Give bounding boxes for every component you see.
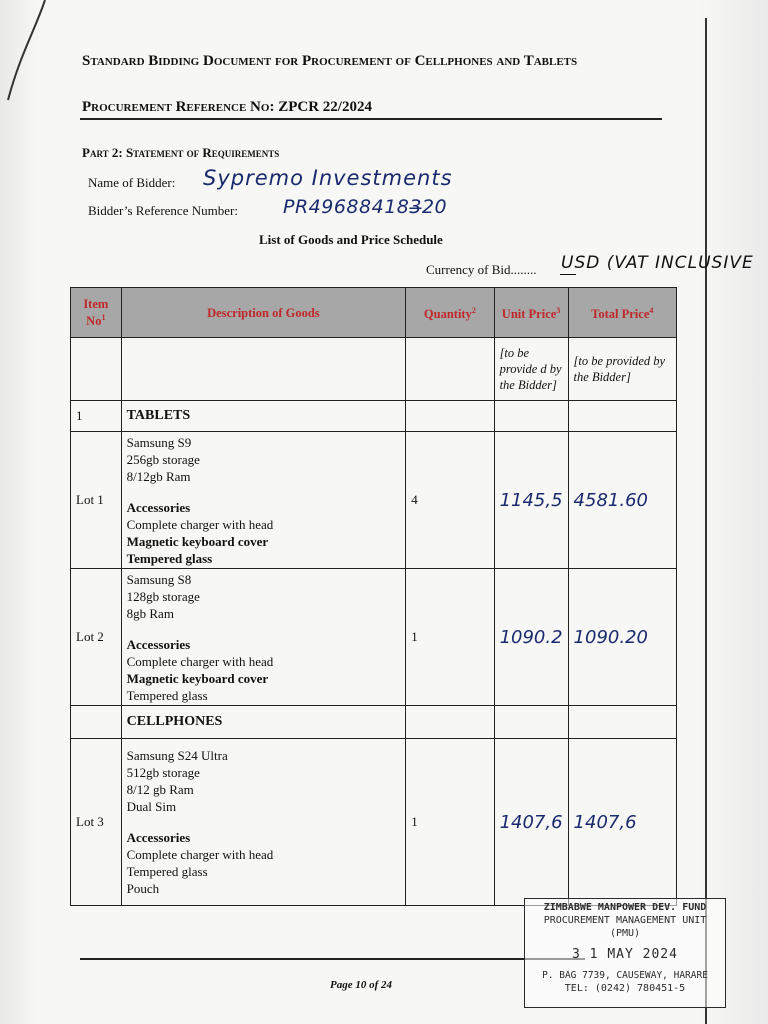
stamp-line: (PMU) bbox=[609, 928, 641, 939]
accessory-line: Pouch bbox=[126, 881, 160, 896]
lot-unit-price: 1090.2 bbox=[494, 569, 568, 706]
page-fold-mark bbox=[0, 0, 60, 110]
currency-value: USD (VAT INCLUSIVE bbox=[561, 253, 754, 273]
lot-total-price: 1407,6 bbox=[568, 739, 676, 906]
lot-quantity: 1 bbox=[406, 739, 494, 906]
lot-unit-price: 1407,6 bbox=[494, 739, 568, 906]
lot-total-price: 1090.20 bbox=[568, 569, 676, 706]
document-title: Standard Bidding Document for Procurement of Cellphones and Tablets bbox=[82, 53, 578, 69]
spacer bbox=[127, 815, 401, 829]
accessory-line: Magnetic keyboard cover bbox=[126, 670, 269, 686]
table-row bbox=[71, 401, 677, 432]
lot-quantity: 1 bbox=[406, 569, 494, 706]
table-cell bbox=[494, 401, 568, 432]
accessory-line: Magnetic keyboard cover bbox=[126, 533, 269, 549]
section-tablets: TABLETS bbox=[121, 401, 406, 432]
currency-dots: ........ bbox=[510, 262, 537, 277]
section-cellphones: CELLPHONES bbox=[121, 706, 406, 739]
currency-label bbox=[426, 262, 536, 278]
footer-rule bbox=[80, 958, 585, 960]
header-unit-price-text: Unit Price bbox=[501, 307, 557, 322]
accessory-line: Tempered glass bbox=[126, 864, 208, 879]
currency-underline bbox=[560, 274, 576, 275]
accessory-line: Complete charger with head bbox=[126, 653, 274, 669]
table-row bbox=[71, 739, 677, 906]
header-quantity-sup: 2 bbox=[471, 305, 476, 315]
table-cell bbox=[494, 706, 568, 739]
header-total-price-text: Total Price bbox=[591, 307, 650, 322]
table-row bbox=[71, 338, 677, 401]
accessories-label: Accessories bbox=[126, 499, 191, 515]
header-unit-price-sup: 3 bbox=[556, 305, 561, 315]
lot-unit-price: 1145,5 bbox=[494, 432, 568, 569]
stamp-line: PROCUREMENT MANAGEMENT UNIT bbox=[543, 915, 707, 926]
unit-price-hint: [to be provide d by the Bidder] bbox=[494, 338, 568, 401]
accessory-line: Complete charger with head bbox=[126, 847, 274, 862]
table-cell bbox=[568, 706, 676, 739]
table-row bbox=[71, 706, 677, 739]
header-item-sup: 1 bbox=[101, 312, 106, 322]
table-cell bbox=[406, 706, 494, 739]
binding-edge bbox=[705, 18, 707, 1024]
schedule-title: List of Goods and Price Schedule bbox=[259, 232, 443, 247]
official-stamp bbox=[524, 898, 726, 1008]
page-number: Page 10 of 24 bbox=[330, 979, 393, 991]
procurement-reference: Procurement Reference No: ZPCR 22/2024 bbox=[82, 99, 372, 115]
bidder-reference-label: Bidder’s Reference Number: bbox=[88, 203, 238, 218]
accessories-label: Accessories bbox=[126, 830, 191, 845]
spacer bbox=[127, 485, 401, 499]
accessory-line: Complete charger with head bbox=[126, 516, 274, 532]
header-quantity-text: Quantity bbox=[423, 307, 472, 322]
total-price-hint: [to be provided by the Bidder] bbox=[568, 338, 676, 401]
price-schedule-table bbox=[70, 287, 677, 906]
accessories-label: Accessories bbox=[126, 636, 191, 652]
bidder-reference-value: PR496884183̶20 bbox=[283, 196, 448, 218]
stamp-address: P. BAG 7739, CAUSEWAY, HARARE bbox=[542, 970, 708, 981]
header-unit-price bbox=[494, 288, 568, 338]
stamp-date: 3 1 MAY 2024 bbox=[572, 947, 678, 962]
spec-line: Dual Sim bbox=[126, 799, 177, 814]
header-rule bbox=[80, 118, 662, 120]
header-total-price bbox=[568, 288, 676, 338]
part-title: Part 2: Statement of Requirements bbox=[82, 145, 280, 160]
lot-total-price: 4581.60 bbox=[568, 432, 676, 569]
table-header-row bbox=[71, 288, 677, 338]
stamp-line: ZIMBABWE MANPOWER DEV. FUND bbox=[543, 902, 707, 913]
lot-item: Lot 1 bbox=[71, 432, 122, 569]
lot-description bbox=[121, 739, 406, 906]
spec-line: Samsung S9 bbox=[126, 434, 192, 450]
table-cell bbox=[71, 338, 122, 401]
bidder-name-label: Name of Bidder: bbox=[88, 175, 176, 190]
lot-description bbox=[121, 569, 406, 706]
lot-item: Lot 3 bbox=[71, 739, 122, 906]
stamp-telephone: TEL: (0242) 780451-5 bbox=[564, 983, 686, 994]
table-cell bbox=[568, 401, 676, 432]
lot-item: Lot 2 bbox=[71, 569, 122, 706]
accessory-line: Tempered glass bbox=[126, 550, 213, 566]
lot-quantity: 4 bbox=[406, 432, 494, 569]
table-row bbox=[71, 432, 677, 569]
table-cell bbox=[406, 338, 494, 401]
lot-description bbox=[121, 432, 406, 569]
spacer bbox=[127, 622, 401, 636]
spec-line: 256gb storage bbox=[126, 451, 200, 467]
table-cell bbox=[121, 338, 406, 401]
section-number: 1 bbox=[71, 401, 122, 432]
currency-label-text: Currency of Bid bbox=[426, 262, 511, 277]
spec-line: 512gb storage bbox=[126, 765, 200, 780]
spec-line: 8/12gb Ram bbox=[126, 468, 191, 484]
spec-line: Samsung S8 bbox=[126, 571, 192, 587]
table-cell bbox=[406, 401, 494, 432]
spec-line: 128gb storage bbox=[126, 588, 200, 604]
spec-line: Samsung S24 Ultra bbox=[126, 748, 228, 763]
accessory-line: Tempered glass bbox=[126, 687, 208, 703]
table-row bbox=[71, 569, 677, 706]
spec-line: 8/12 gb Ram bbox=[126, 782, 194, 797]
header-item-no-text: Item No bbox=[83, 296, 109, 329]
header-total-price-sup: 4 bbox=[649, 305, 654, 315]
spec-line: 8gb Ram bbox=[126, 605, 174, 621]
header-item-no bbox=[71, 288, 122, 338]
header-quantity bbox=[406, 288, 494, 338]
header-description: Description of Goods bbox=[121, 288, 406, 338]
table-cell bbox=[71, 706, 122, 739]
bidder-name-value: Sypremo Investments bbox=[203, 166, 453, 190]
